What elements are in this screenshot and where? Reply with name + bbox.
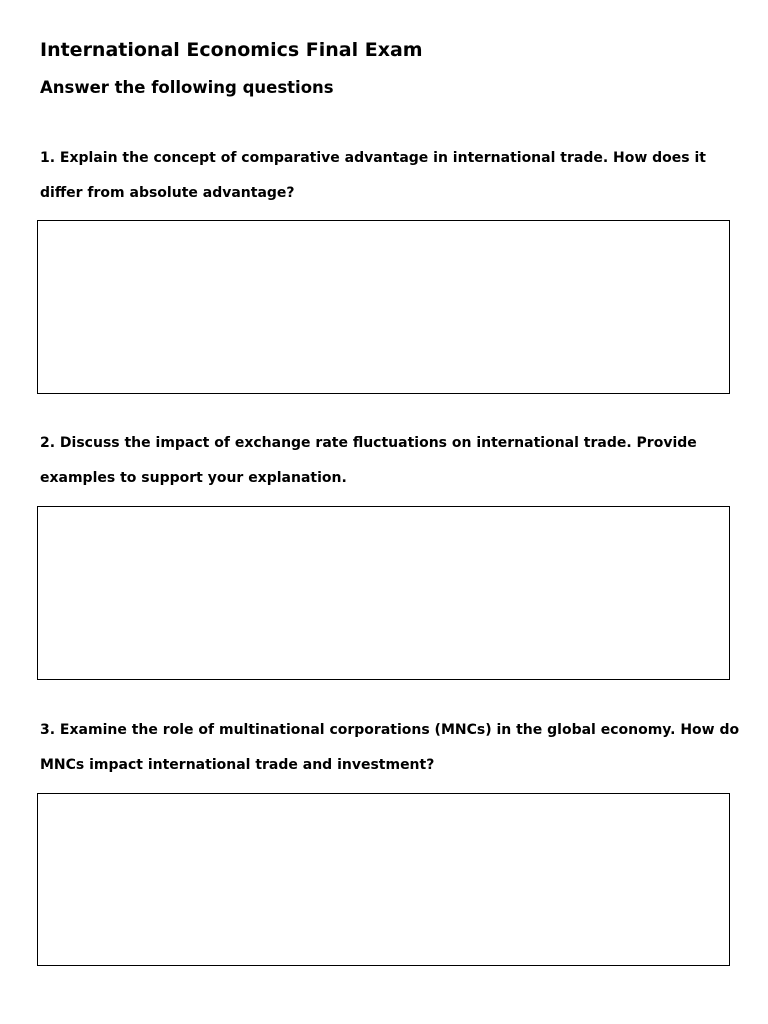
question-2-text: 2. Discuss the impact of exchange rate fluctuations on international trade. Provide examples to support your explanation. <box>40 435 697 486</box>
question-2-answer-box[interactable] <box>37 506 730 680</box>
question-1-answer-box[interactable] <box>37 220 730 394</box>
question-1-text: 1. Explain the concept of comparative advantage in international trade. How does it differ from absolute advantage? <box>40 150 706 201</box>
question-3-text: 3. Examine the role of multinational corporations (MNCs) in the global economy. How do MNCs impact international trade and investment? <box>40 722 740 773</box>
question-3-answer-box[interactable] <box>37 793 730 966</box>
instructions-heading: Answer the following questions <box>40 78 334 97</box>
page-title: International Economics Final Exam <box>40 39 423 61</box>
